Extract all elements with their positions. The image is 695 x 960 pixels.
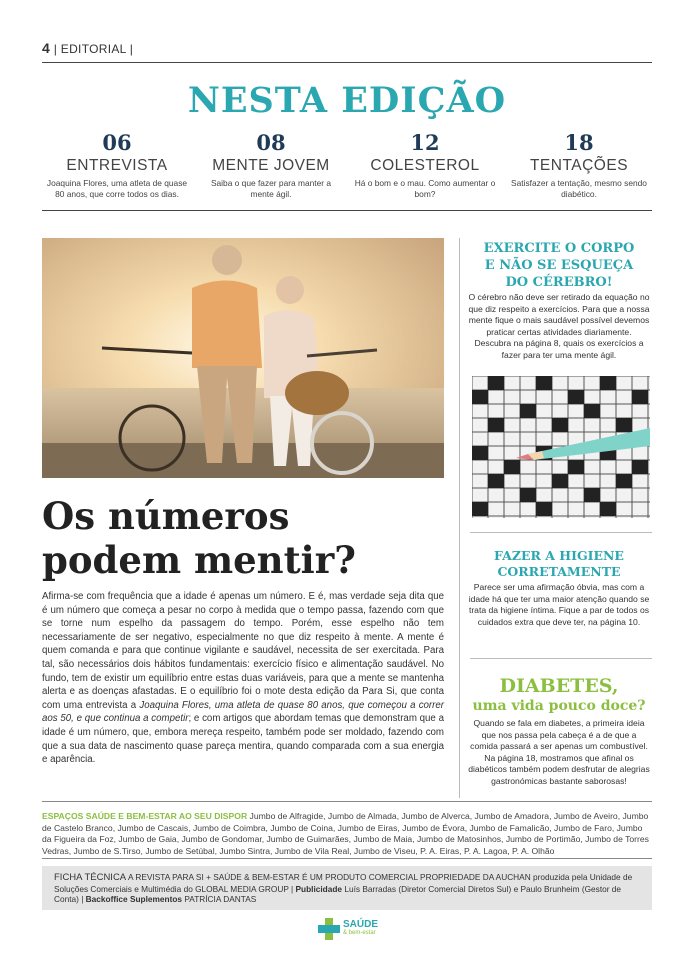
exercite-title-line: EXERCITE O CORPO bbox=[483, 241, 635, 256]
toc-title: TENTAÇÕES bbox=[529, 157, 629, 174]
higiene-title bbox=[466, 548, 652, 580]
article-text: ; e com artigos que abordam temas que demonstram que a idade é um número, que, embora mereça respeito, também pode ser moldado, fazendo com que a sua data de nascimento quase pareça mentira, quando comparada com a sua energia e aparência. bbox=[42, 713, 444, 766]
toc-page-number: 12 bbox=[410, 130, 440, 155]
toc-page-number: 06 bbox=[102, 130, 132, 155]
toc-item-mente-jovem[interactable] bbox=[196, 130, 346, 200]
article-title-line: podem mentir? bbox=[42, 538, 356, 582]
diabetes-title: DIABETES, bbox=[499, 675, 619, 697]
saude-bem-estar-logo bbox=[318, 918, 388, 940]
page-header bbox=[42, 40, 133, 56]
ficha-backoffice-label: Backoffice Suplementos bbox=[85, 894, 183, 904]
espacos-list bbox=[42, 811, 652, 857]
diabetes-text: Quando se fala em diabetes, a primeira ideia que nos passa pela cabeça é a de que a comida passará a ser apenas um combustível. Na página 18, mostramos que afinal os diabéticos também podem desfrutar de alegrias gastronómicas bastante saborosas! bbox=[468, 718, 650, 786]
toc-item-colesterol[interactable] bbox=[350, 130, 500, 200]
toc-desc: Há o bom e o mau. Como aumentar o bom? bbox=[354, 178, 496, 199]
toc-desc: Saiba o que fazer para manter a mente ágil. bbox=[210, 178, 332, 199]
article-text: Afirma-se com frequência que a idade é apenas um número. E é, mas verdade seja dita que é um número que começa a pesar no corpo à medida que o tempo passa, fazendo com que se torne num espelho da passagem do tempo. Porém, esse espelho não tem necessariamente de ser negativo, especialmente no que diz respeito à mente. A mente é quem comanda e para que continue vigilante e saudável, necessita de ser exercitada. Para tal, são necessários dois hábitos fundamentais: exercício físico e alimentação saudável. No fundo, tem de existir um equilíbrio entre estas duas variáveis, para que a mente se mantenha alerta e as doenças afastadas. E o equilíbrio foi o mote desta edição da Para Si, que conta com uma entrevista a bbox=[42, 591, 444, 711]
toc-item-tentacoes[interactable] bbox=[504, 130, 654, 200]
toc-desc: Joaquina Flores, uma atleta de quase 80 anos, que corre todos os dias. bbox=[46, 178, 188, 199]
diabetes-subtitle: uma vida pouco doce? bbox=[472, 698, 646, 714]
espacos-label: ESPAÇOS SAÚDE E BEM-ESTAR AO SEU DISPOR bbox=[42, 811, 248, 821]
logo-subtext: & bem-estar bbox=[343, 930, 376, 936]
body-rule bbox=[42, 801, 652, 802]
ficha-text: A REVISTA PARA SI + SAÚDE & BEM-ESTAR É UM PRODUTO COMERCIAL PROPRIEDADE DA AUCHAN produzida pela Unidade de Soluções Comerciais e Multimédia do GLOBAL MEDIA GROUP | bbox=[54, 872, 633, 894]
toc-item-entrevista[interactable] bbox=[42, 130, 192, 200]
toc-desc: Satisfazer a tentação, mesmo sendo diabético. bbox=[511, 178, 647, 199]
toc-title: MENTE JOVEM bbox=[212, 157, 330, 174]
crossword-photo bbox=[472, 376, 650, 518]
ficha-text: Luís Barradas (Diretor Comercial Diretos Sul) e Paulo Brunheim (Gestor de Conta) | bbox=[54, 883, 622, 904]
plus-icon bbox=[318, 918, 340, 940]
sidebar-separator bbox=[470, 532, 652, 533]
exercite-title bbox=[466, 240, 652, 291]
article-body bbox=[42, 590, 444, 767]
page-number: 4 bbox=[42, 40, 51, 56]
toc-title: ENTREVISTA bbox=[66, 157, 168, 174]
ficha-pub-label: Publicidade bbox=[295, 883, 343, 894]
nesta-edicao-title: NESTA EDIÇÃO bbox=[187, 80, 507, 121]
higiene-title-line: CORRETAMENTE bbox=[497, 564, 621, 579]
logo-text: SAÚDE bbox=[343, 919, 379, 930]
toc-page-number: 18 bbox=[564, 130, 594, 155]
higiene-title-line: FAZER A HIGIENE bbox=[494, 548, 624, 563]
espacos-text: Jumbo de Alfragide, Jumbo de Almada, Jumbo de Alverca, Jumbo de Amadora, Jumbo de Aveiro, Jumbo de Castelo Branco, Jumbo de Cascais, Jumbo de Coimbra, Jumbo de Coina, Jumbo de Eiras, Jumbo de Évora, Jumbo de Famalicão, Jumbo de Faro, Jumbo da Figueira da Foz, Jumbo de Gaia, Jumbo de Gondomar, Jumbo de Guimarães, Jumbo de Maia, Jumbo de Matosinhos, Jumbo de Portimão, Jumbo de Torres Vedras, Jumbo de S.Tirso, Jumbo de Setúbal, Jumbo Sintra, Jumbo de Vila Real, Jumbo de Viseu, P. A. Eiras, P. A. Lagoa, P. A. Olhão bbox=[42, 811, 649, 856]
sidebar-separator bbox=[470, 658, 652, 659]
toc-page-number: 08 bbox=[256, 130, 286, 155]
exercite-title-line: DO CÉREBRO! bbox=[505, 275, 613, 290]
header-rule bbox=[42, 62, 652, 63]
espacos-rule bbox=[42, 858, 652, 859]
toc-rule bbox=[42, 210, 652, 211]
ficha-tecnica-box bbox=[42, 866, 652, 910]
article-title bbox=[42, 494, 452, 582]
article-text-italic: Joaquina Flores, uma atleta de quase 80 anos, que começou a correr aos 50, e que continua a competir bbox=[42, 699, 444, 725]
sidebar-divider bbox=[459, 238, 460, 798]
exercite-text: O cérebro não deve ser retirado da equação no que diz respeito a exercícios. Para que a nossa mente fique o mais saudável possível devemos praticar certas atividades diariamente. Descubra na página 8, quais os exercícios a fazer para ter uma mente ágil. bbox=[468, 292, 650, 360]
section-label: | EDITORIAL | bbox=[53, 42, 134, 56]
ficha-label: FICHA TÉCNICA bbox=[54, 872, 127, 883]
couple-walking-photo bbox=[42, 238, 444, 478]
article-title-line: Os números bbox=[42, 494, 290, 538]
exercite-title-line: E NÃO SE ESQUEÇA bbox=[484, 258, 634, 273]
ficha-text: PATRÍCIA DANTAS bbox=[182, 894, 257, 904]
higiene-text: Parece ser uma afirmação óbvia, mas com a idade há que ter uma maior atenção quando se trata da higiene íntima. Fique a par de todos os cuidados extra que deve ter, na página 10. bbox=[468, 582, 650, 627]
toc-title: COLESTEROL bbox=[370, 157, 480, 174]
